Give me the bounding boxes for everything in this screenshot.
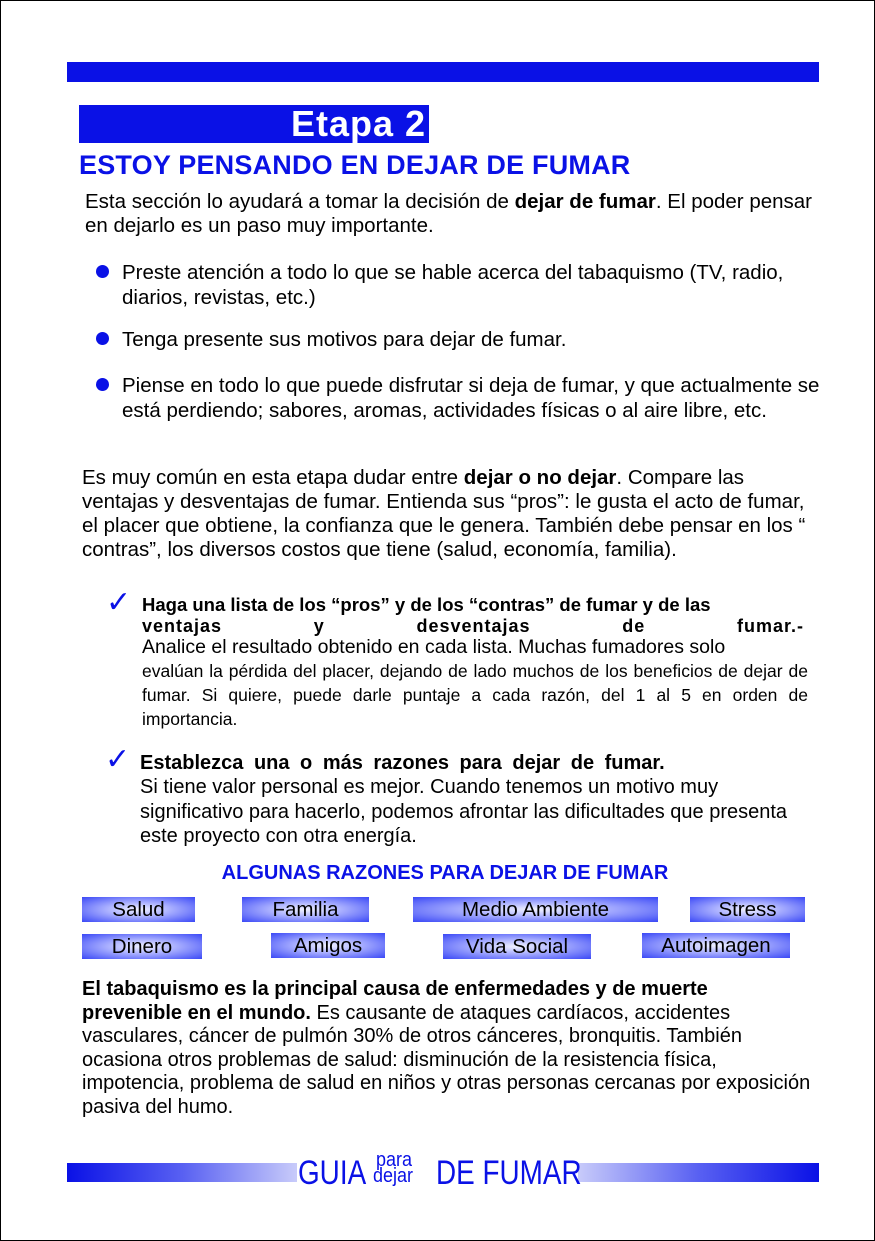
logo-de-fumar: DE FUMAR [436, 1154, 582, 1192]
reason-tag: Salud [82, 897, 195, 922]
top-bar [67, 62, 819, 82]
bullet-item: Tenga presente sus motivos para dejar de fumar. [122, 328, 567, 351]
para3-text: Es causante de ataques cardíacos, accidentes vasculares, cáncer de pulmón 30% de otros cánceres, bronquitis. También ocasiona otros problemas de salud: disminución de la resistencia física, impotencia, problema de salud en niños y otras personas cercanas por exposición pasiva del humo. [82, 1001, 811, 1118]
check-icon: ✓ [105, 743, 131, 776]
bullet-icon [96, 265, 109, 278]
para2-text: Es muy común en esta etapa dudar entre [82, 466, 464, 489]
reason-tag: Dinero [82, 934, 202, 959]
check1-body: Analice el resultado obtenido en cada lista. Muchas fumadores solo [142, 636, 726, 658]
check1-heading-spread: ventajas y desventajas de fumar.- [142, 616, 804, 636]
logo-guia: GUIA [298, 1154, 367, 1192]
bullet-item: Preste atención a todo lo que se hable acerca del tabaquismo (TV, radio, diarios, revistas, etc.) [122, 261, 784, 309]
reason-tag: Autoimagen [642, 933, 790, 958]
checklist-item-1 [142, 594, 808, 731]
bullet-icon [96, 332, 109, 345]
checklist-item-2 [140, 751, 800, 849]
check1-body-rest: evalúan la pérdida del placer, dejando de lado muchos de los beneficios de dejar de fumar. Si quiere, puede darle puntaje a cada razón, del 1 al 5 en orden de importancia. [142, 661, 808, 729]
para3-bold: El tabaquismo es la principal causa de enfermedades y de muerte prevenible en el mundo. [82, 978, 708, 1024]
footer-bar-right [578, 1163, 819, 1182]
logo-dejar: dejar [373, 1165, 414, 1187]
bullet-item: Piense en todo lo que puede disfrutar si deja de fumar, y que actualmente se está perdiendo; sabores, aromas, actividades físicas o al aire libre, etc. [122, 374, 820, 422]
para2-text-end: . Compare las ventajas y desventajas de fumar. Entienda sus “pros”: le gusta el acto de fumar, el placer que obtiene, la confianza que le genera. También debe pensar en los “ contras”, los diversos costos que tiene (salud, economía, familia). [82, 466, 806, 561]
page-title: ESTOY PENSANDO EN DEJAR DE FUMAR [79, 150, 631, 180]
pros-cons-paragraph [82, 466, 817, 562]
check2-heading: Establezca una o más razones para dejar de fumar. [140, 752, 665, 774]
intro-bold: dejar de fumar [514, 190, 656, 213]
intro-paragraph [85, 190, 825, 238]
check2-body: Si tiene valor personal es mejor. Cuando tenemos un motivo muy significativo para hacerlo, podemos afrontar las dificultades que presenta este proyecto con otra energía. [140, 776, 788, 847]
smoking-consequences-paragraph [82, 978, 812, 1119]
footer-bar-left [67, 1163, 297, 1182]
para2-bold: dejar o no dejar [463, 466, 617, 489]
bullet-icon [96, 378, 109, 391]
reason-tag: Medio Ambiente [413, 897, 658, 922]
check-icon: ✓ [106, 586, 132, 619]
stage-banner [79, 105, 429, 143]
stage-label: Etapa 2 [290, 103, 426, 144]
check1-heading: Haga una lista de los “pros” y de los “contras” de fumar y de las [142, 594, 711, 615]
reasons-title: ALGUNAS RAZONES PARA DEJAR DE FUMAR [221, 862, 669, 884]
reason-tag: Vida Social [443, 934, 591, 959]
reason-tag: Amigos [271, 933, 385, 958]
reason-tag: Familia [242, 897, 369, 922]
logo-para: para [376, 1149, 413, 1171]
intro-text: Esta sección lo ayudará a tomar la decisión de [85, 190, 515, 213]
intro-text-end: . El poder pensar en dejarlo es un paso muy importante. [85, 190, 813, 237]
reason-tag: Stress [690, 897, 805, 922]
